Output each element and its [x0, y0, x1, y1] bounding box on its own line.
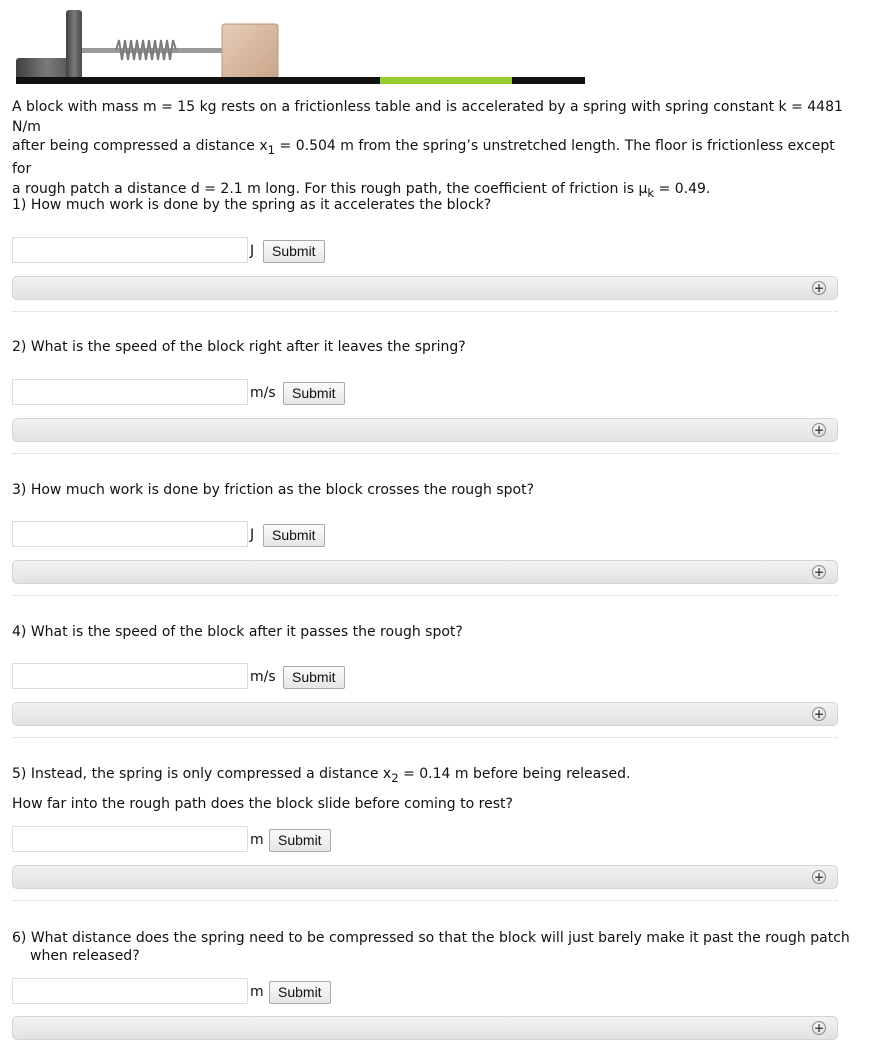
plus-circle-icon[interactable]: +	[813, 423, 825, 437]
question-5-text-a: 5) Instead, the spring is only compressed a distance x	[12, 766, 392, 782]
question-5-subquestion: How far into the rough path does the block slide before coming to rest?	[12, 796, 513, 812]
intro-line-2b: = 0.504 m from the spring’s unstretched length. The floor is frictionless except for	[12, 138, 835, 178]
wall-post	[66, 10, 82, 80]
answer-2-input[interactable]	[12, 379, 248, 405]
hint-bar-1[interactable]	[12, 276, 838, 300]
answer-5-unit: m	[250, 832, 264, 848]
plus-circle-icon[interactable]: +	[813, 1021, 825, 1035]
rough-patch	[380, 77, 512, 84]
plus-circle-icon[interactable]: +	[813, 707, 825, 721]
question-2: 2) What is the speed of the block right after it leaves the spring?	[12, 339, 466, 355]
answer-1-input[interactable]	[12, 237, 248, 263]
answer-4-input[interactable]	[12, 663, 248, 689]
submit-2-button[interactable]: Submit	[283, 382, 345, 405]
plus-circle-icon[interactable]: +	[813, 281, 825, 295]
question-4: 4) What is the speed of the block after it passes the rough spot?	[12, 624, 463, 640]
divider	[12, 737, 838, 738]
answer-4-unit: m/s	[250, 669, 276, 685]
intro-line-3-sub: k	[647, 185, 655, 200]
answer-3-input[interactable]	[12, 521, 248, 547]
answer-6-input[interactable]	[12, 978, 248, 1004]
intro-line-3a: a rough patch a distance d = 2.1 m long. For this rough path, the coefficient of friction is μ	[12, 180, 648, 197]
submit-3-button[interactable]: Submit	[263, 524, 325, 547]
intro-line-2	[12, 137, 852, 180]
divider	[12, 595, 838, 596]
answer-1-unit: J	[250, 243, 255, 259]
hint-bar-6[interactable]	[12, 1016, 838, 1040]
question-1: 1) How much work is done by the spring as it accelerates the block?	[12, 197, 492, 213]
spring-rod	[82, 48, 222, 53]
answer-6-unit: m	[250, 984, 264, 1000]
intro-line-1: A block with mass m = 15 kg rests on a frictionless table and is accelerated by a spring with spring constant k = 4481 N/m	[12, 99, 843, 135]
hint-bar-4[interactable]	[12, 702, 838, 726]
question-3: 3) How much work is done by friction as the block crosses the rough spot?	[12, 482, 535, 498]
block	[222, 24, 278, 80]
spring-block-figure	[0, 0, 600, 90]
plus-circle-icon[interactable]: +	[813, 870, 825, 884]
question-5-sub: 2	[391, 770, 399, 785]
plus-circle-icon[interactable]: +	[813, 565, 825, 579]
question-6: 6) What distance does the spring need to be compressed so that the block will just barely make it past the rough patch when released?	[12, 930, 850, 964]
answer-5-input[interactable]	[12, 826, 248, 852]
divider	[12, 311, 838, 312]
hint-bar-2[interactable]	[12, 418, 838, 442]
hint-bar-3[interactable]	[12, 560, 838, 584]
intro-line-3b: = 0.49.	[654, 180, 711, 197]
submit-6-button[interactable]: Submit	[269, 981, 331, 1004]
question-5-text-b: = 0.14 m before being released.	[398, 766, 631, 782]
question-5	[12, 765, 852, 787]
divider	[12, 453, 838, 454]
divider	[12, 900, 838, 901]
answer-2-unit: m/s	[250, 385, 276, 401]
intro-line-2-sub: 1	[267, 142, 276, 157]
intro-line-2a: after being compressed a distance x	[12, 138, 268, 154]
submit-4-button[interactable]: Submit	[283, 666, 345, 689]
problem-statement	[12, 98, 852, 203]
answer-3-unit: J	[250, 527, 255, 543]
submit-1-button[interactable]: Submit	[263, 240, 325, 263]
submit-5-button[interactable]: Submit	[269, 829, 331, 852]
hint-bar-5[interactable]	[12, 865, 838, 889]
